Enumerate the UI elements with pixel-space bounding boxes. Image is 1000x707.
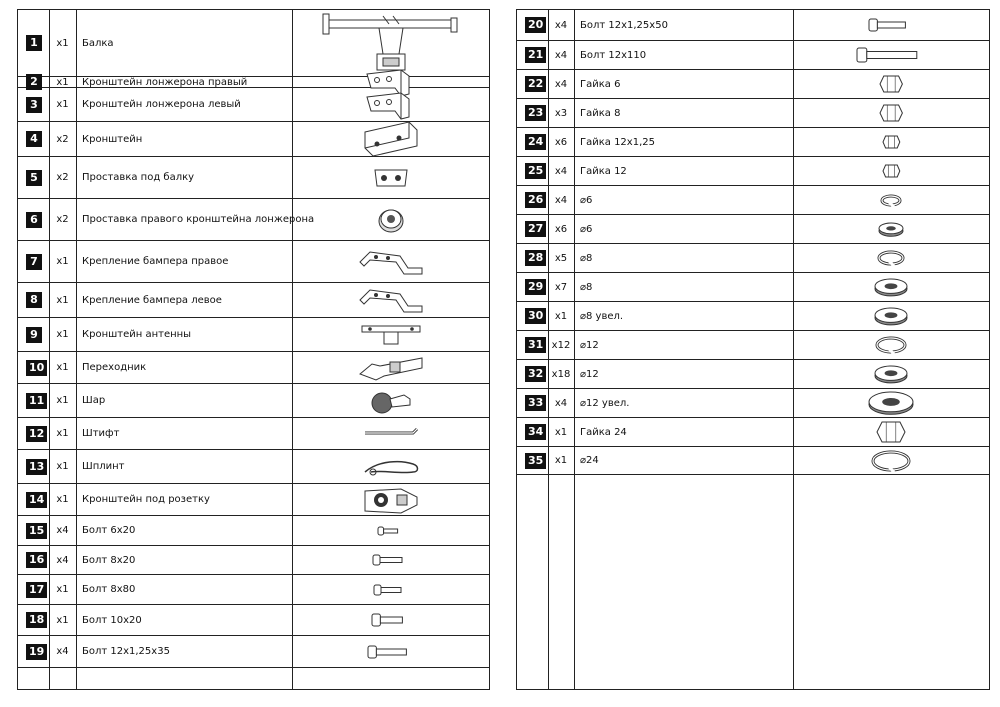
part-name: ⌀24	[580, 455, 599, 466]
part-quantity: x1	[56, 584, 69, 595]
table-row	[517, 447, 989, 475]
part-number: 8	[26, 292, 42, 308]
part-number: 20	[525, 17, 546, 33]
part-number: 7	[26, 254, 42, 270]
nut-icon	[793, 418, 989, 446]
part-number: 33	[525, 395, 546, 411]
part-number: 22	[525, 76, 546, 92]
spring-washer-icon	[793, 447, 989, 474]
table-row	[18, 636, 489, 668]
part-number: 11	[26, 393, 47, 409]
part-name: Кронштейн лонжерона правый	[82, 76, 248, 88]
table-row	[18, 88, 489, 122]
part-number: 32	[525, 366, 546, 382]
part-quantity: x12	[551, 339, 571, 351]
table-row	[18, 318, 489, 352]
part-number: 30	[525, 308, 546, 324]
bracket-icon	[292, 77, 489, 87]
part-number: 31	[525, 337, 546, 353]
part-quantity: x1	[56, 37, 69, 49]
part-name: Шар	[82, 395, 106, 406]
table-row	[18, 283, 489, 318]
part-quantity: x4	[554, 19, 568, 31]
part-quantity: x4	[56, 646, 69, 657]
part-name: Кронштейн под розетку	[82, 494, 210, 505]
bumper-mount-icon	[292, 241, 489, 282]
part-name: ⌀6	[580, 223, 593, 235]
part-name: ⌀12 увел.	[580, 397, 630, 409]
part-name: Болт 8x80	[82, 584, 136, 595]
part-quantity: x1	[56, 494, 69, 505]
part-number: 29	[525, 279, 546, 295]
part-name: Болт 10x20	[82, 614, 142, 626]
part-quantity: x1	[56, 395, 69, 406]
part-number: 17	[26, 582, 47, 598]
table-row	[517, 128, 989, 157]
part-number: 19	[26, 644, 47, 660]
bracket-icon	[292, 88, 489, 121]
part-quantity: x1	[56, 461, 69, 472]
part-name: Шплинт	[82, 461, 125, 472]
part-quantity: x4	[554, 49, 568, 61]
part-name: Болт 8x20	[82, 554, 136, 566]
table-row	[18, 484, 489, 516]
part-number: 34	[525, 424, 546, 440]
part-quantity: x2	[56, 214, 69, 225]
part-quantity: x1	[56, 362, 69, 373]
part-number: 3	[26, 97, 42, 113]
part-number: 12	[26, 426, 47, 442]
part-quantity: x1	[56, 428, 69, 439]
table-row	[18, 352, 489, 384]
part-name: Балка	[82, 37, 114, 49]
part-quantity: x1	[56, 294, 69, 306]
part-quantity: x4	[554, 78, 568, 90]
part-quantity: x1	[56, 256, 69, 267]
part-quantity: x18	[551, 368, 571, 380]
nut-icon	[793, 99, 989, 127]
cotter-pin-icon	[292, 450, 489, 483]
part-name: Гайка 8	[580, 107, 621, 119]
part-name: Штифт	[82, 428, 120, 439]
part-quantity: x1	[56, 99, 69, 110]
part-number: 28	[525, 250, 546, 266]
part-quantity: x1	[554, 426, 568, 438]
part-number: 16	[26, 552, 47, 568]
part-quantity: x3	[554, 107, 568, 119]
part-name: Крепление бампера правое	[82, 256, 229, 267]
part-number: 35	[525, 453, 546, 469]
flat-washer-icon	[793, 215, 989, 243]
bracket-plate-icon	[292, 122, 489, 156]
part-quantity: x1	[56, 614, 69, 626]
part-quantity: x6	[554, 223, 568, 235]
part-quantity: x7	[554, 281, 568, 293]
table-row	[18, 418, 489, 450]
part-quantity: x1	[56, 329, 69, 340]
parts-table-right	[516, 9, 990, 690]
table-row	[517, 215, 989, 244]
spring-washer-icon	[793, 244, 989, 272]
table-row	[517, 157, 989, 186]
part-number: 9	[26, 327, 42, 343]
table-row	[517, 331, 989, 360]
antenna-bracket-icon	[292, 318, 489, 351]
part-number: 2	[26, 74, 42, 90]
part-name: ⌀8	[580, 281, 593, 293]
table-row	[18, 157, 489, 199]
table-row	[18, 516, 489, 546]
bolt-icon	[292, 636, 489, 667]
spring-washer-icon	[793, 331, 989, 359]
table-row	[517, 10, 989, 41]
part-name: Кронштейн	[82, 133, 143, 145]
part-number: 24	[525, 134, 546, 150]
part-name: Болт 12x1,25x35	[82, 646, 170, 657]
part-quantity: x1	[56, 76, 69, 88]
part-quantity: x4	[554, 165, 568, 177]
part-number: 15	[26, 523, 47, 539]
table-row	[18, 77, 489, 88]
table-row	[18, 199, 489, 241]
bolt-icon	[793, 41, 989, 69]
part-name: Болт 6x20	[82, 525, 136, 536]
part-number: 26	[525, 192, 546, 208]
flat-washer-icon	[793, 273, 989, 301]
part-quantity: x5	[554, 252, 568, 264]
part-name: Гайка 24	[580, 426, 627, 438]
table-row	[18, 546, 489, 575]
part-quantity: x1	[554, 455, 568, 466]
part-name: Гайка 6	[580, 78, 621, 90]
part-number: 10	[26, 360, 47, 376]
socket-bracket-icon	[292, 484, 489, 515]
part-number: 14	[26, 492, 47, 508]
bolt-icon	[292, 605, 489, 635]
part-name: Проставка правого кронштейна лонжерона	[82, 214, 315, 225]
parts-table-left	[17, 9, 490, 690]
flat-washer-icon	[793, 360, 989, 388]
part-name: ⌀6	[580, 194, 593, 206]
spacer-ring-icon	[292, 199, 489, 240]
nut-icon	[793, 157, 989, 185]
spacer-plate-icon	[292, 157, 489, 198]
table-row	[517, 41, 989, 70]
part-name: ⌀8	[580, 252, 593, 264]
bolt-icon	[292, 546, 489, 574]
part-number: 4	[26, 131, 42, 147]
part-number: 5	[26, 170, 42, 186]
nut-icon	[793, 70, 989, 98]
table-row	[517, 302, 989, 331]
table-row	[517, 389, 989, 418]
table-row	[18, 122, 489, 157]
table-row	[517, 70, 989, 99]
part-quantity: x4	[554, 397, 568, 409]
part-quantity: x2	[56, 172, 69, 183]
part-name: Переходник	[82, 362, 147, 373]
part-number: 13	[26, 459, 47, 475]
part-name: Крепление бампера левое	[82, 294, 222, 306]
part-number: 25	[525, 163, 546, 179]
part-name: Кронштейн антенны	[82, 329, 192, 340]
bolt-icon	[793, 10, 989, 40]
table-row	[517, 360, 989, 389]
bumper-mount-icon	[292, 283, 489, 317]
flat-washer-icon	[793, 389, 989, 417]
part-name: Кронштейн лонжерона левый	[82, 99, 241, 110]
part-quantity: x2	[56, 133, 69, 145]
table-row	[18, 450, 489, 484]
part-number: 21	[525, 47, 546, 63]
part-quantity: x4	[554, 194, 568, 206]
part-name: Гайка 12x1,25	[580, 136, 655, 148]
part-name: ⌀8 увел.	[580, 310, 624, 322]
part-quantity: x4	[56, 554, 69, 566]
table-row	[517, 186, 989, 215]
pin-icon	[292, 418, 489, 449]
part-name: Проставка под балку	[82, 172, 195, 183]
table-row	[18, 241, 489, 283]
part-number: 6	[26, 212, 42, 228]
nut-icon	[793, 128, 989, 156]
part-number: 27	[525, 221, 546, 237]
table-row	[517, 244, 989, 273]
tow-ball-icon	[292, 384, 489, 417]
bolt-icon	[292, 575, 489, 604]
part-quantity: x4	[56, 525, 69, 536]
spring-washer-icon	[793, 186, 989, 214]
adapter-icon	[292, 352, 489, 383]
part-number: 18	[26, 612, 47, 628]
bolt-icon	[292, 516, 489, 545]
table-row	[517, 273, 989, 302]
table-row	[18, 384, 489, 418]
part-name: Болт 12x1,25x50	[580, 19, 668, 31]
part-name: ⌀12	[580, 368, 599, 380]
table-row	[517, 99, 989, 128]
table-row	[18, 575, 489, 605]
part-quantity: x6	[554, 136, 568, 148]
table-row	[517, 418, 989, 447]
table-row	[18, 605, 489, 636]
part-number: 1	[26, 35, 42, 51]
part-name: Болт 12x110	[580, 49, 647, 61]
part-name: Гайка 12	[580, 165, 627, 177]
flat-washer-icon	[793, 302, 989, 330]
part-name: ⌀12	[580, 339, 599, 351]
part-number: 23	[525, 105, 546, 121]
part-quantity: x1	[554, 310, 568, 322]
